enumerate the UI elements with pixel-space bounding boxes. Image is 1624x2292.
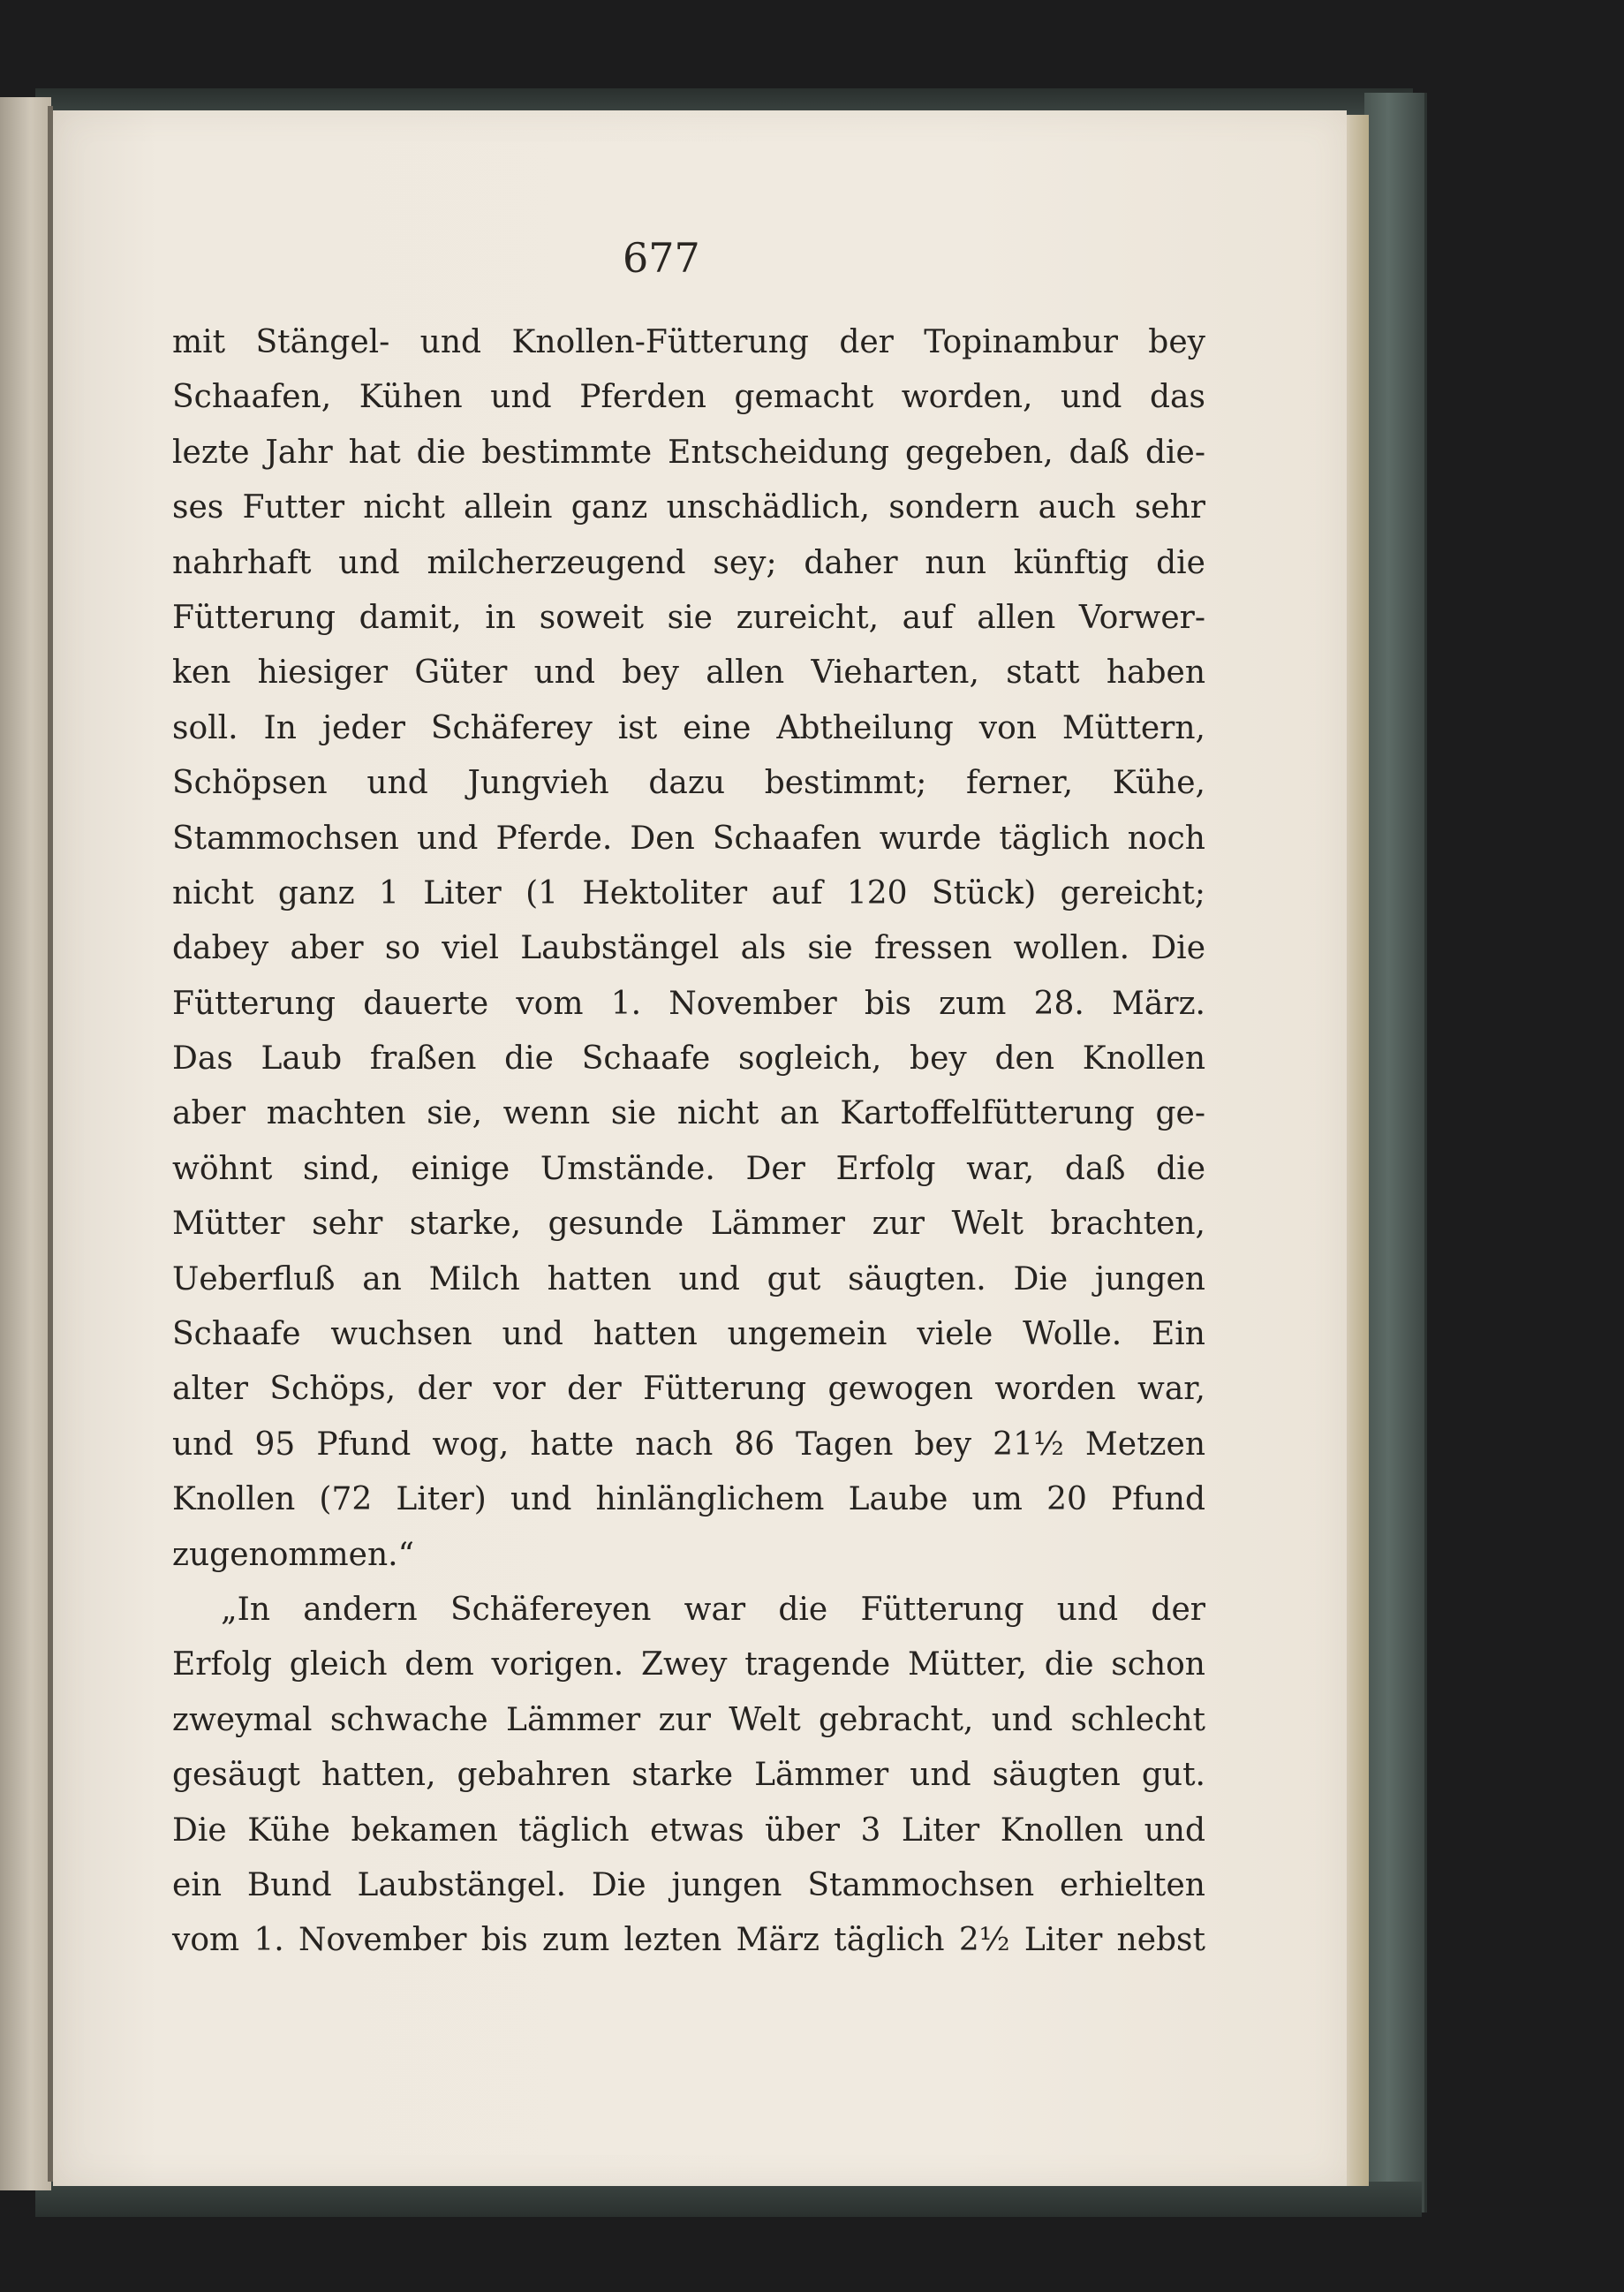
- text-line: und 95 Pfund wog, hatte nach 86 Tagen bey 21½ Metzen: [172, 1426, 1205, 1463]
- book-page: [53, 110, 1347, 2186]
- text-line: Erfolg gleich dem vorigen. Zwey tragende Mütter, die schon: [172, 1646, 1205, 1683]
- text-line: Ueberfluß an Milch hatten und gut säugten. Die jungen: [172, 1260, 1205, 1297]
- left-page-edge: [0, 97, 51, 2190]
- text-line: gesäugt hatten, gebahren starke Lämmer und säugten gut.: [172, 1757, 1205, 1794]
- text-line: ses Futter nicht allein ganz unschädlich, sondern auch sehr: [172, 489, 1205, 526]
- text-line: vom 1. November bis zum lezten März täglich 2½ Liter nebst: [172, 1922, 1205, 1959]
- cover-board-bottom: [35, 2182, 1422, 2217]
- text-line: aber machten sie, wenn sie nicht an Kartoffelfütterung ge-: [172, 1095, 1205, 1132]
- text-line: zweymal schwache Lämmer zur Welt gebracht, und schlecht: [172, 1701, 1205, 1738]
- text-line: Das Laub fraßen die Schaafe sogleich, bey den Knollen: [172, 1040, 1205, 1078]
- text-line: mit Stängel- und Knollen-Fütterung der Topinambur bey: [172, 324, 1205, 360]
- text-line: alter Schöps, der vor der Fütterung gewogen worden war,: [172, 1371, 1205, 1408]
- page-number: 677: [623, 234, 700, 282]
- text-line: dabey aber so viel Laubstängel als sie fressen wollen. Die: [172, 930, 1205, 967]
- text-line: Mütter sehr starke, gesunde Lämmer zur Welt brachten,: [172, 1206, 1205, 1243]
- text-line: soll. In jeder Schäferey ist eine Abtheilung von Müttern,: [172, 709, 1205, 746]
- text-line: Schaafen, Kühen und Pferden gemacht worden, und das: [172, 379, 1205, 416]
- text-line: zugenommen.“: [172, 1536, 414, 1573]
- text-line: nicht ganz 1 Liter (1 Hektoliter auf 120 Stück) gereicht;: [172, 874, 1205, 912]
- text-line: nahrhaft und milcherzeugend sey; daher nun künftig die: [172, 544, 1205, 581]
- text-line: wöhnt sind, einige Umstände. Der Erfolg war, daß die: [172, 1150, 1205, 1187]
- text-line: Fütterung damit, in soweit sie zureicht, auf allen Vorwer-: [172, 599, 1205, 636]
- text-line: ken hiesiger Güter und bey allen Vieharten, statt haben: [172, 654, 1205, 692]
- text-line: Schaafe wuchsen und hatten ungemein viele Wolle. Ein: [172, 1316, 1205, 1353]
- text-line: ein Bund Laubstängel. Die jungen Stammochsen erhielten: [172, 1866, 1205, 1903]
- body-text: [172, 315, 1205, 1969]
- text-line: „In andern Schäfereyen war die Fütterung und der: [221, 1591, 1205, 1628]
- text-line: Die Kühe bekamen täglich etwas über 3 Liter Knollen und: [172, 1812, 1205, 1849]
- text-line: Knollen (72 Liter) und hinlänglichem Laube um 20 Pfund: [172, 1481, 1205, 1518]
- cover-board-right: [1364, 93, 1427, 2213]
- text-line: lezte Jahr hat die bestimmte Entscheidung gegeben, daß die-: [172, 434, 1205, 471]
- text-line: Stammochsen und Pferde. Den Schaafen wurde täglich noch: [172, 820, 1205, 857]
- text-line: Schöpsen und Jungvieh dazu bestimmt; ferner, Kühe,: [172, 765, 1205, 802]
- text-line: Fütterung dauerte vom 1. November bis zum 28. März.: [172, 985, 1205, 1022]
